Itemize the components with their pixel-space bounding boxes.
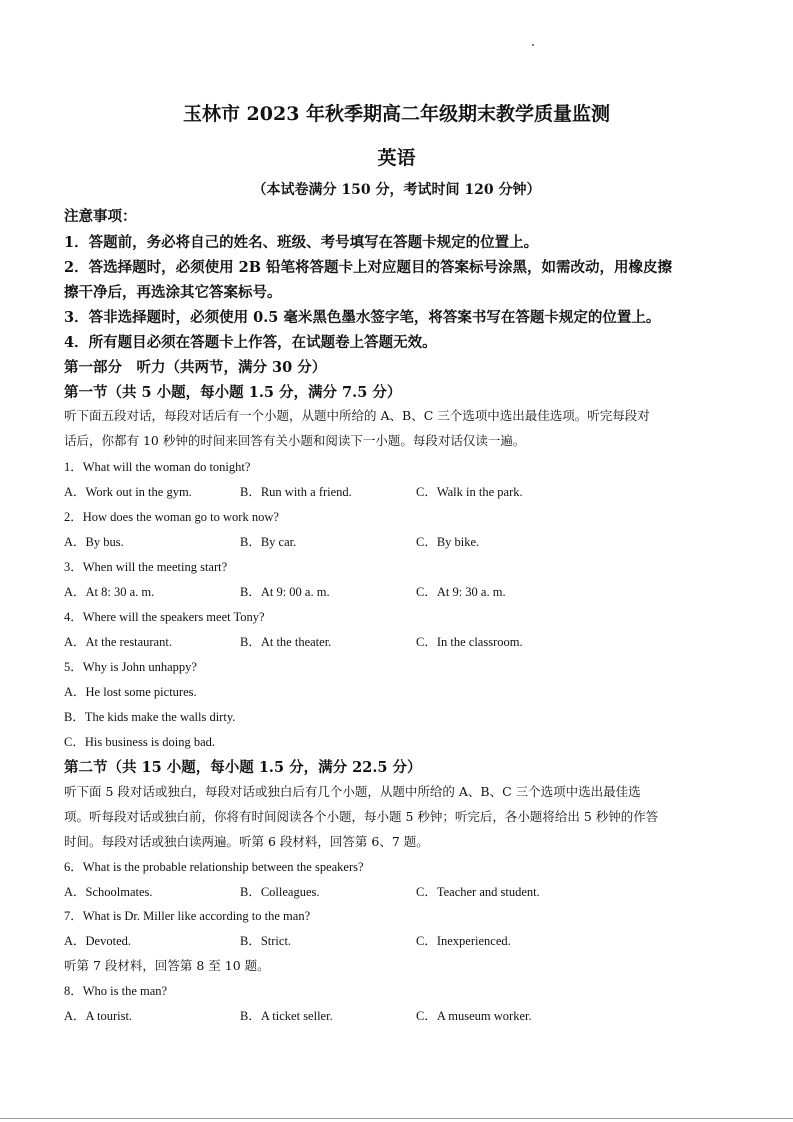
option-a: A．Devoted.: [64, 934, 131, 948]
question-6: 6．What is the probable relationship between the speakers?: [64, 860, 364, 874]
page-bottom-rule: [0, 1118, 793, 1119]
option-b: B．By car.: [240, 535, 297, 549]
option-c: C．At 9: 30 a. m.: [416, 585, 506, 599]
option-b: B．Run with a friend.: [240, 485, 352, 499]
section2-instructions: 听下面 5 段对话或独白，每段对话或独白后有几个小题，从题中所给的 A、B、C 三个选项中选出最佳选: [64, 784, 641, 799]
option-a: A．Work out in the gym.: [64, 485, 192, 499]
option-b: B．A ticket seller.: [240, 1009, 333, 1023]
section2-heading: 第二节（共 15 小题，每小题 1.5 分，满分 22.5 分）: [64, 759, 422, 776]
option-b: B．The kids make the walls dirty.: [64, 710, 236, 724]
option-c: C．Teacher and student.: [416, 885, 540, 899]
option-a: A．By bus.: [64, 535, 124, 549]
option-c: C．Inexperienced.: [416, 934, 511, 948]
option-a: A．Schoolmates.: [64, 885, 153, 899]
note-item: 4．所有题目必须在答题卡上作答，在试题卷上答题无效。: [64, 334, 437, 351]
option-b: B．Colleagues.: [240, 885, 320, 899]
notes-heading: 注意事项：: [64, 208, 137, 225]
exam-subject: 英语: [377, 147, 416, 169]
material-7-note: 听第 7 段材料，回答第 8 至 10 题。: [64, 958, 270, 973]
section1-instructions: 听下面五段对话，每段对话后有一个小题，从题中所给的 A、B、C 三个选项中选出最佳选项。听完每段对: [64, 408, 650, 423]
option-c: C．By bike.: [416, 535, 480, 549]
option-b: B．At 9: 00 a. m.: [240, 585, 330, 599]
exam-title: 玉林市 2023 年秋季期高二年级期末教学质量监测: [182, 103, 611, 125]
option-c: C．Walk in the park.: [416, 485, 523, 499]
question-5: 5．Why is John unhappy?: [64, 660, 197, 674]
option-a: A．He lost some pictures.: [64, 685, 197, 699]
section2-instructions: 时间。每段对话或独白读两遍。听第 6 段材料，回答第 6、7 题。: [64, 834, 429, 849]
option-a: A．At the restaurant.: [64, 635, 172, 649]
option-a: A．A tourist.: [64, 1009, 133, 1023]
option-a: A．At 8: 30 a. m.: [64, 585, 155, 599]
note-item: 擦干净后，再选涂其它答案标号。: [64, 284, 282, 301]
option-b: B．At the theater.: [240, 635, 332, 649]
question-4: 4．Where will the speakers meet Tony?: [64, 610, 265, 624]
option-c: C．His business is doing bad.: [64, 735, 216, 749]
section1-heading: 第一节（共 5 小题，每小题 1.5 分，满分 7.5 分）: [64, 384, 402, 401]
section1-instructions: 话后，你都有 10 秒钟的时间来回答有关小题和阅读下一小题。每段对话仅读一遍。: [64, 433, 526, 448]
question-8: 8．Who is the man?: [64, 984, 168, 998]
note-item: 1．答题前，务必将自己的姓名、班级、考号填写在答题卡规定的位置上。: [64, 234, 539, 251]
option-c: C．A museum worker.: [416, 1009, 532, 1023]
option-c: C．In the classroom.: [416, 635, 523, 649]
question-2: 2．How does the woman go to work now?: [64, 510, 279, 524]
question-7: 7．What is Dr. Miller like according to the man?: [64, 909, 311, 923]
note-item: 3．答非选择题时，必须使用 0.5 毫米黑色墨水签字笔，将答案书写在答题卡规定的位置上。: [64, 309, 661, 326]
question-1: 1．What will the woman do tonight?: [64, 460, 251, 474]
question-3: 3．When will the meeting start?: [64, 560, 228, 574]
section2-instructions: 项。听每段对话或独白前，你将有时间阅读各个小题，每小题 5 秒钟；听完后，各小题将给出 5 秒钟的作答: [64, 809, 659, 824]
page-dot: [532, 44, 534, 46]
exam-info: （本试卷满分 150 分，考试时间 120 分钟）: [252, 182, 541, 198]
part1-heading: 第一部分 听力（共两节，满分 30 分）: [64, 359, 327, 376]
option-b: B．Strict.: [240, 934, 292, 948]
note-item: 2．答选择题时，必须使用 2B 铅笔将答题卡上对应题目的答案标号涂黑，如需改动，用橡皮擦: [64, 259, 673, 276]
